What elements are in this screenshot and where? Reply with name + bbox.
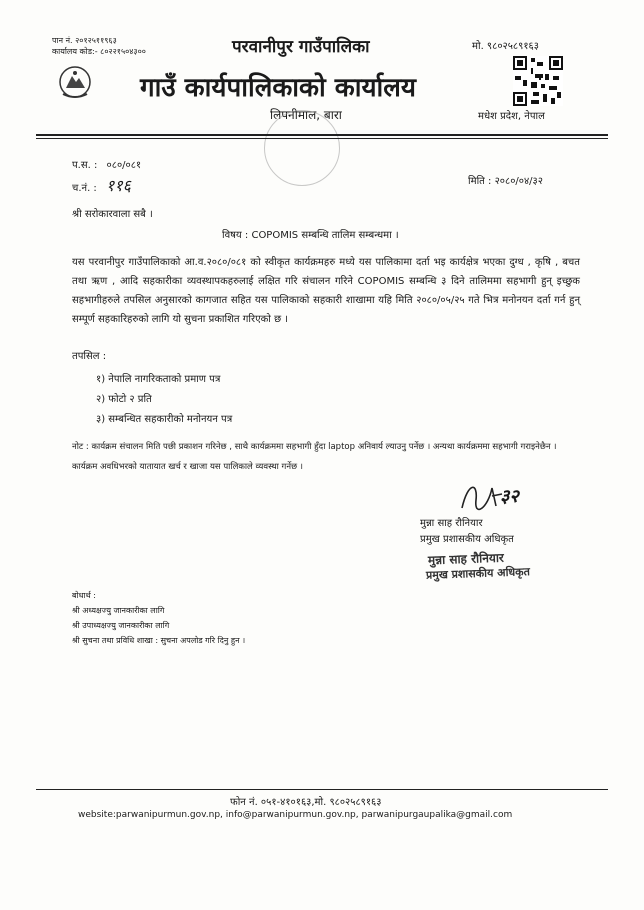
pan-number: पान नं. २०१२५११९६३ [52, 36, 117, 45]
recipient-line: श्री सरोकारवाला सबै । [72, 209, 153, 220]
ps-label: प.स. : [72, 160, 98, 171]
ps-row [72, 159, 141, 173]
cc-line: श्री उपाध्यक्षज्यु जानकारीका लागि [72, 621, 170, 630]
footer-web: website:parwanipurmun.gov.np, info@parwanipurmun.gov.np, parwanipurgaupalika@gmail.com [78, 810, 513, 820]
province-name: मधेश प्रदेश, नेपाल [478, 111, 545, 122]
cc-line: श्री सुचना तथा प्रविधि शाखा : सुचना अपलोड गरि दिनु हुन । [72, 636, 246, 645]
cc-label: बोधार्थ : [72, 591, 96, 600]
name-stamp: मुन्ना साह रौनियार [427, 550, 505, 568]
date-row [468, 175, 543, 189]
date-value: २०८०/०४/३२ [494, 176, 543, 187]
list-item: २) फोटो २ प्रति [96, 394, 152, 405]
office-stamp [264, 110, 340, 186]
municipality-name: परवानीपुर गाउँपालिका [232, 37, 370, 57]
signature-date: ३२ [500, 486, 519, 507]
signature-scribble [458, 478, 538, 514]
cn-label: च.नं. : [72, 183, 97, 194]
office-location: लिपनीमाल, बारा [270, 108, 342, 122]
nepal-emblem-icon [58, 64, 92, 102]
subject-line: विषय : COPOMIS सम्बन्धि तालिम सम्बन्धमा । [222, 230, 399, 241]
ps-value: ०८०/०८१ [106, 160, 142, 171]
signatory-name: मुन्ना साह रौनियार [420, 518, 483, 529]
list-title: तपसिल : [72, 351, 107, 362]
body-paragraph: यस परवानीपुर गाउँपालिकाको आ.व.२०८०/०८१ को स्वीकृत कार्यक्रमहरु मध्ये यस पालिकामा दर्ता भइ कार्यक्षेत्र भएका दुग्ध , कृषि , बचत तथा ऋण , आदि सहकारीका व्यवस्थापकहरुलाई लक्षित गरि संचालन गरिने COPOMIS सम्बन्धि ३ दिने तालिममा सहभागी हुन् इच्छुक सहभागीहरुले तपसिल अनुसारको कागजात सहित यस पालिकाको सहकारी शाखामा यहि मिति २०८०/०५/२५ गते भित्र मनोनयन दर्ता गर्न हुन् सम्पूर्ण सहकारिहरुको लागि यो सुचना प्रकाशित गरिएको छ । [72, 257, 580, 325]
office-code: कार्यालय कोड:- ८०२२१५०४३०० [52, 47, 146, 56]
header-rule-thick [36, 134, 608, 136]
list-item: १) नेपालि नागरिकताको प्रमाण पत्र [96, 374, 221, 385]
signatory-title: प्रमुख प्रशासकीय अधिकृत [420, 534, 514, 545]
note-text: नोट : कार्यक्रम संचालन मिति पछी प्रकाशन गरिनेछ , साथै कार्यक्रममा सहभागी हुँदा laptop अनिवार्य ल्याउनु पर्नेछ । अन्यथा कार्यक्रममा सहभागी गराइनेछैन । कार्यक्रम अवधिभरको यातायात खर्च र खाजा यस पालिकाले व्यवस्था गर्नेछ । [72, 442, 557, 472]
title-stamp: प्रमुख प्रशासकीय अधिकृत [425, 565, 531, 582]
header-rule-thin [36, 138, 608, 139]
qr-code-icon [513, 56, 563, 106]
footer-rule [36, 789, 608, 790]
date-label: मिति : [468, 176, 492, 187]
footer-phone: फोन नं. ०५१-४१०१६३,मो. ९८०२५८९१६३ [230, 797, 382, 808]
cn-value: ११६ [106, 176, 131, 195]
header-phone: मो. ९८०२५८९१६३ [472, 41, 539, 52]
cc-line: श्री अध्यक्षज्यु जानकारीका लागि [72, 606, 165, 615]
cn-row [72, 176, 131, 196]
office-title: गाउँ कार्यपालिकाको कार्यालय [140, 73, 416, 103]
list-item: ३) सम्बन्धित सहकारीको मनोनयन पत्र [96, 414, 233, 425]
